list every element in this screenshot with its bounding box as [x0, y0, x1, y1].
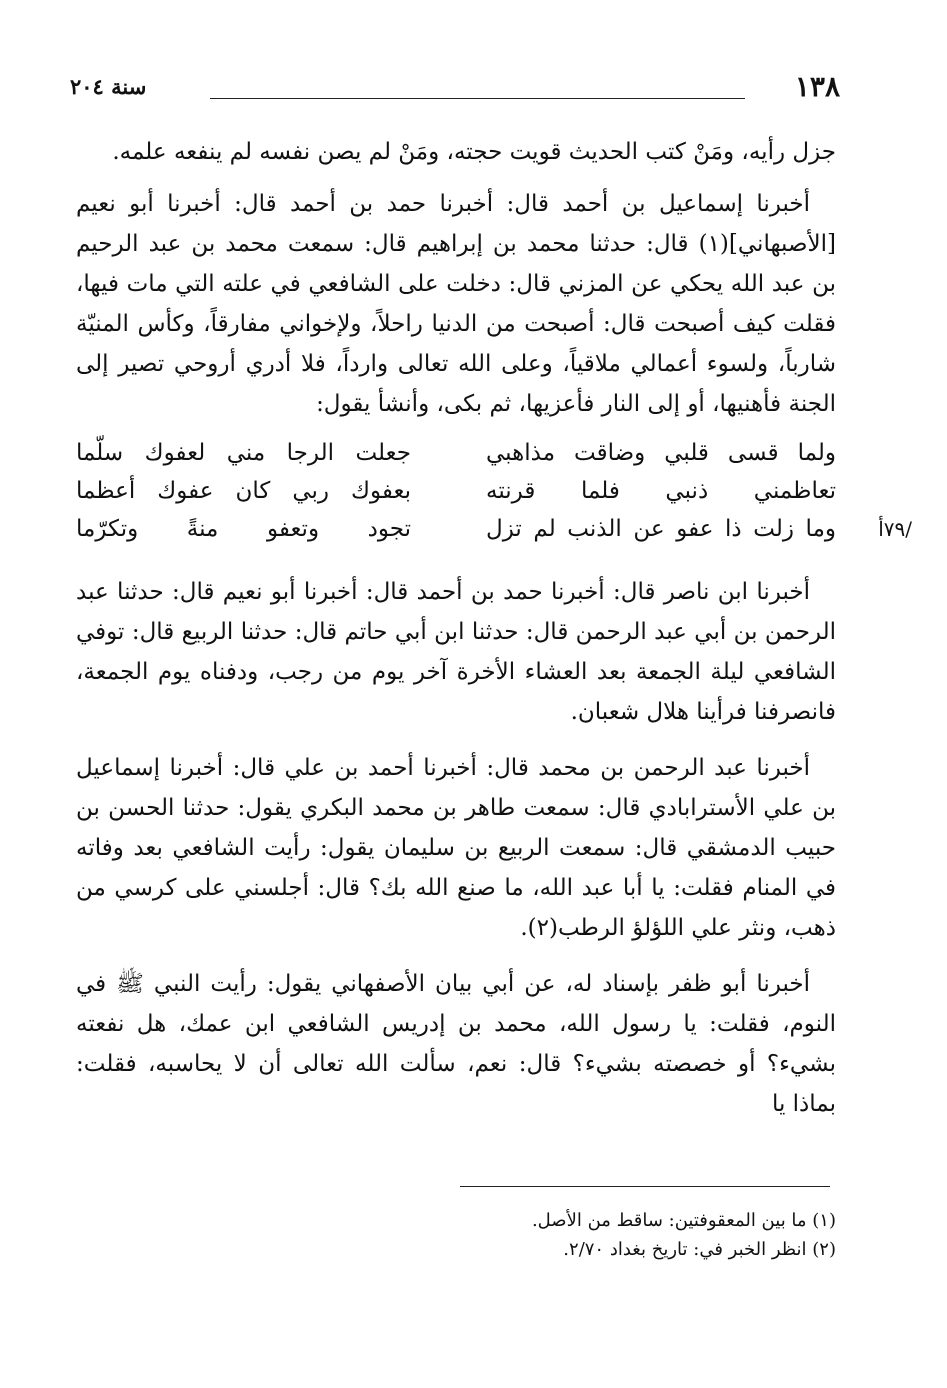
verse-second-hemistich: بعفوك ربي كان عفوك أعظما	[76, 478, 411, 504]
paragraph: أخبرنا عبد الرحمن بن محمد قال: أخبرنا أحمد بن علي قال: أخبرنا إسماعيل بن علي الأسترابادي قال: سمعت طاهر بن محمد البكري يقول: حدثنا الحسن بن حبيب الدمشقي قال: سمعت الربيع بن سليمان يقول: رأيت الشافعي بعد وفاته في المنام فقلت: يا أبا عبد الله، ما صنع الله بك؟ قال: أجلسني على كرسي من ذهب، ونثر علي اللؤلؤ الرطب(٢).	[76, 755, 836, 941]
verse-first-hemistich: تعاظمني ذنبي فلما قرنته	[486, 478, 836, 504]
running-head: سنة ٢٠٤	[70, 74, 147, 99]
footnotes	[76, 1206, 836, 1264]
page-number: ١٣٨	[794, 70, 840, 103]
page-body	[76, 132, 912, 1124]
paragraph: أخبرنا أبو ظفر بإسناد له، عن أبي بيان الأصفهاني يقول: رأيت النبي ﷺ في النوم، فقلت: يا رسول الله، محمد بن إدريس الشافعي ابن عمك، هل نفعته بشيء؟ أو خصصته بشيء؟ قال: نعم، سألت الله تعالى أن لا يحاسبه، فقلت: بماذا يا	[76, 971, 836, 1117]
verse-second-hemistich: تجود وتعفو منةً وتكرّما	[76, 516, 411, 542]
footnote-rule	[460, 1186, 830, 1187]
paragraph: جزل رأيه، ومَنْ كتب الحديث قويت حجته، ومَنْ لم يصن نفسه لم ينفعه علمه.	[112, 139, 836, 165]
footnote: (١) ما بين المعقوفتين: ساقط من الأصل.	[531, 1210, 836, 1231]
poem-verse	[76, 434, 836, 472]
header-rule	[210, 98, 745, 99]
poem	[76, 434, 912, 548]
paragraph: أخبرنا إسماعيل بن أحمد قال: أخبرنا حمد بن أحمد قال: أخبرنا أبو نعيم [الأصبهاني](١) قال: حدثنا محمد بن إبراهيم قال: سمعت محمد بن عبد الرحيم بن عبد الله يحكي عن المزني قال: دخلت على الشافعي في علته التي مات فيها، فقلت كيف أصبحت قال: أصبحت من الدنيا راحلاً، ولإخواني مفارقاً، وكأس المنيّة شارباً، ولسوء أعمالي ملاقياً، وعلى الله تعالى وارداً، فلا أدري أروحي تصير إلى الجنة فأهنيها، أو إلى النار فأعزيها، ثم بكى، وأنشأ يقول:	[76, 191, 836, 417]
verse-first-hemistich: وما زلت ذا عفو عن الذنب لم تزل	[486, 516, 836, 542]
page-header	[70, 70, 840, 110]
paragraph: أخبرنا ابن ناصر قال: أخبرنا حمد بن أحمد قال: أخبرنا أبو نعيم قال: حدثنا عبد الرحمن بن أبي عبد الرحمن قال: حدثنا ابن أبي حاتم قال: حدثنا الربيع قال: توفي الشافعي ليلة الجمعة بعد العشاء الأخرة آخر يوم من رجب، ودفناه يوم الجمعة، فانصرفنا فرأينا هلال شعبان.	[76, 579, 836, 725]
verse-first-hemistich: ولما قسى قلبي وضاقت مذاهبي	[486, 440, 836, 466]
verse-second-hemistich: جعلت الرجا مني لعفوك سلّما	[76, 440, 411, 466]
poem-verse	[76, 510, 912, 548]
manuscript-folio-ref: /٧٩أ	[878, 517, 912, 541]
footnote: (٢) انظر الخبر في: تاريخ بغداد ٢/٧٠.	[563, 1239, 836, 1260]
poem-verse	[76, 472, 836, 510]
